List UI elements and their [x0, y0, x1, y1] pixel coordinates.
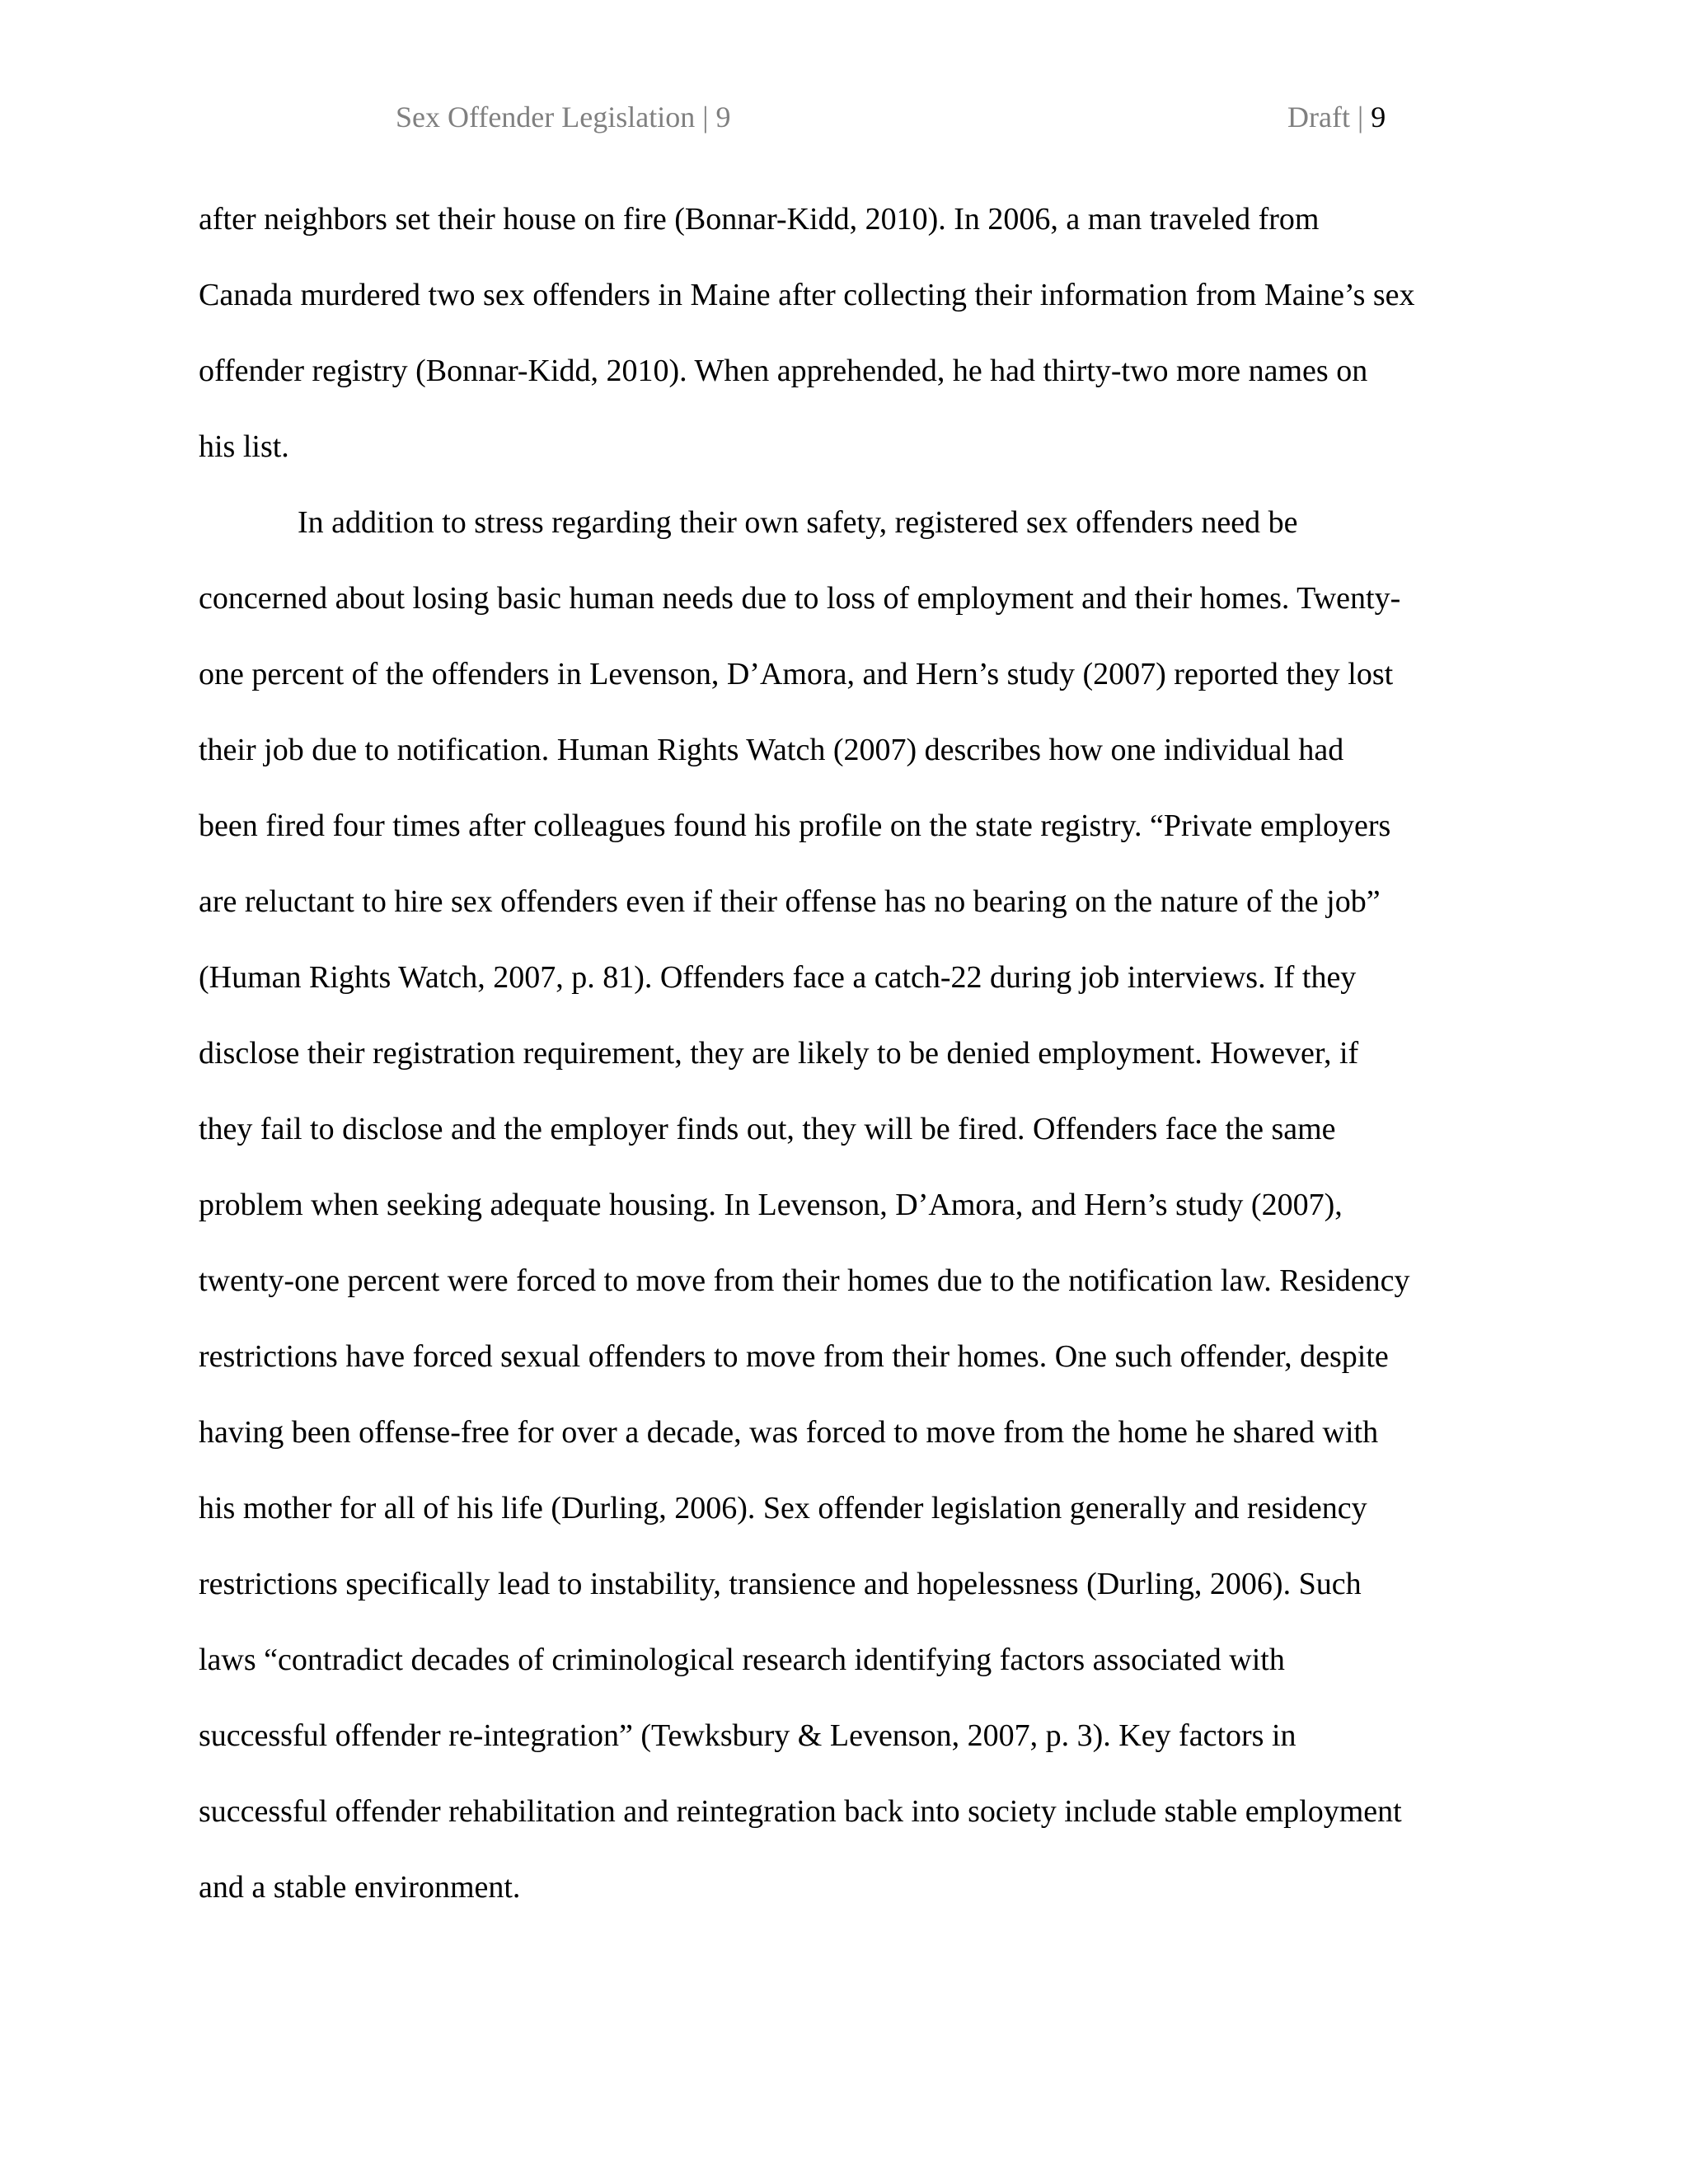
text-line: twenty-one percent were forced to move from their homes due to the notification law. Residency — [199, 1263, 1410, 1298]
text-line: one percent of the offenders in Levenson, D’Amora, and Hern’s study (2007) reported they lost — [199, 657, 1394, 691]
running-header-title: Sex Offender Legislation | 9 — [396, 101, 731, 134]
text-line: are reluctant to hire sex offenders even if their offense has no bearing on the nature of the job” — [199, 884, 1381, 919]
text-line: his mother for all of his life (Durling, 2006). Sex offender legislation generally and residency — [199, 1491, 1367, 1526]
document-body — [199, 194, 1489, 1938]
text-line: (Human Rights Watch, 2007, p. 81). Offenders face a catch-22 during job interviews. If they — [199, 960, 1357, 995]
text-line: restrictions specifically lead to instability, transience and hopelessness (Durling, 2006). Such — [199, 1567, 1362, 1601]
text-line: offender registry (Bonnar-Kidd, 2010). When apprehended, he had thirty-two more names on — [199, 354, 1368, 388]
text-line: laws “contradict decades of criminological research identifying factors associated with — [199, 1643, 1285, 1677]
paragraph-first-line: In addition to stress regarding their own safety, registered sex offenders need be — [298, 505, 1298, 540]
text-line: concerned about losing basic human needs due to loss of employment and their homes. Twenty- — [199, 581, 1401, 616]
text-line: having been offense-free for over a decade, was forced to move from the home he shared with — [199, 1415, 1379, 1450]
draft-label: Draft — [1287, 101, 1350, 134]
text-line: and a stable environment. — [199, 1870, 521, 1905]
text-line: been fired four times after colleagues found his profile on the state registry. “Private employers — [199, 808, 1391, 843]
running-header-page — [1287, 97, 1386, 137]
text-line: they fail to disclose and the employer finds out, they will be fired. Offenders face the same — [199, 1112, 1336, 1146]
text-line: their job due to notification. Human Rights Watch (2007) describes how one individual had — [199, 733, 1344, 767]
text-line: Canada murdered two sex offenders in Maine after collecting their information from Maine’s sex — [199, 278, 1415, 312]
text-line: disclose their registration requirement, they are likely to be denied employment. However, if — [199, 1036, 1359, 1071]
text-line: successful offender re-integration” (Tewksbury & Levenson, 2007, p. 3). Key factors in — [199, 1718, 1296, 1753]
text-line: restrictions have forced sexual offenders to move from their homes. One such offender, despite — [199, 1339, 1389, 1374]
text-line: after neighbors set their house on fire (Bonnar-Kidd, 2010). In 2006, a man traveled from — [199, 202, 1320, 237]
page-number: 9 — [1371, 101, 1386, 134]
text-line: his list. — [199, 429, 289, 464]
text-line: problem when seeking adequate housing. In Levenson, D’Amora, and Hern’s study (2007), — [199, 1188, 1343, 1222]
text-line: successful offender rehabilitation and reintegration back into society include stable employment — [199, 1794, 1402, 1829]
header-separator: | — [1357, 101, 1364, 134]
